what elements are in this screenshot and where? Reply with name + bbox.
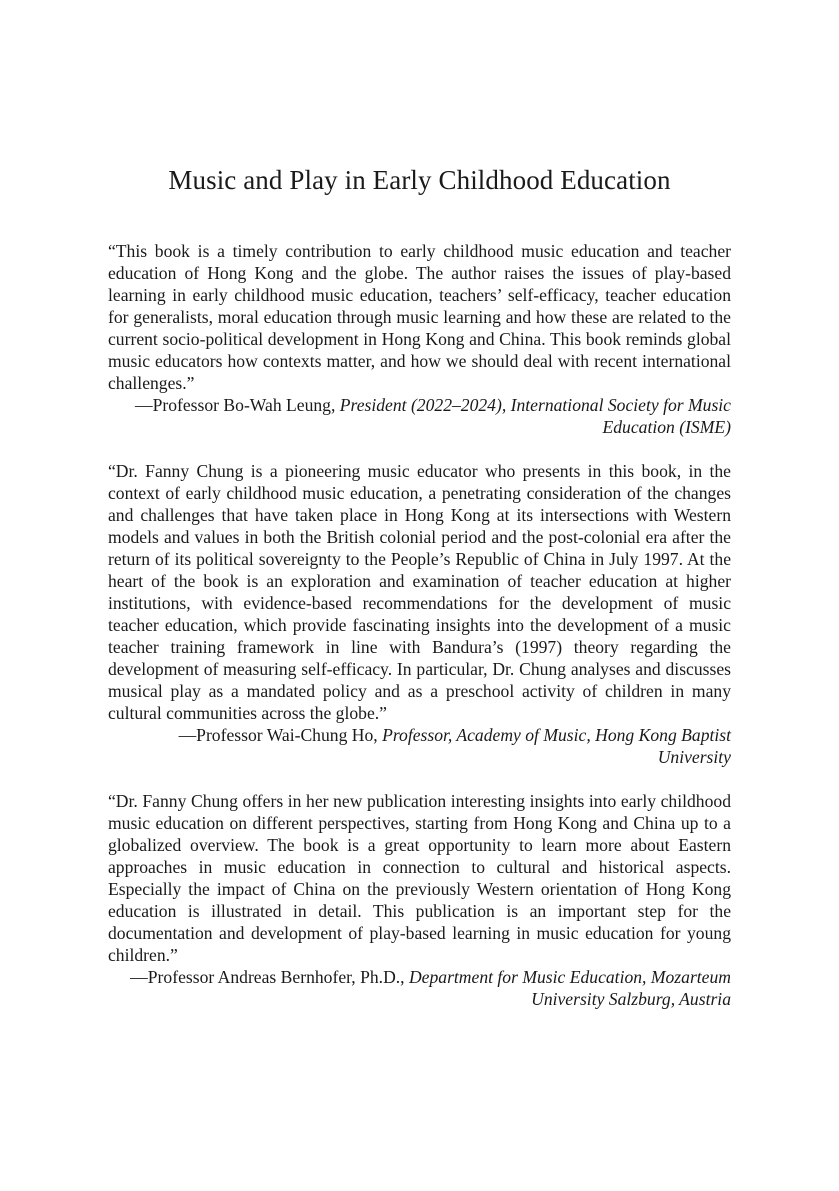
endorsement-attribution bbox=[108, 724, 731, 768]
endorser-affiliation: Professor, Academy of Music, Hong Kong Baptist University bbox=[382, 725, 731, 767]
endorsement-2 bbox=[108, 460, 731, 768]
endorsement-attribution bbox=[108, 966, 731, 1010]
endorser-name: —Professor Bo-Wah Leung, bbox=[134, 395, 340, 415]
endorsement-1 bbox=[108, 240, 731, 438]
endorsements-section bbox=[108, 240, 731, 1010]
page-title: Music and Play in Early Childhood Education bbox=[168, 165, 671, 195]
endorser-name: —Professor Andreas Bernhofer, Ph.D., bbox=[130, 967, 409, 987]
endorsement-quote: “This book is a timely contribution to early childhood music education and teacher education of Hong Kong and the globe. The author raises the issues of play-based learning in early childhood music education, teachers’ self-efficacy, teacher education for generalists, moral education through music learning and how these are related to the current socio-political development in Hong Kong and China. This book reminds global music educators how contexts matter, and how we should deal with recent international challenges.” bbox=[108, 241, 731, 393]
endorsement-3 bbox=[108, 790, 731, 1010]
endorser-affiliation: Department for Music Education, Mozarteum University Salzburg, Austria bbox=[408, 967, 731, 1009]
endorsement-quote: “Dr. Fanny Chung is a pioneering music educator who presents in this book, in the context of early childhood music education, a penetrating consideration of the changes and challenges that have taken place in Hong Kong at its intersections with Western models and values in both the British colonial period and the post-colonial era after the return of its political sovereignty to the People’s Republic of China in July 1997. At the heart of the book is an exploration and examination of teacher education at higher institutions, with evidence-based recommendations for the development of music teacher education, which provide fascinating insights into the development of a music teacher training framework in line with Bandura’s (1997) theory regarding the development of measuring self-efficacy. In particular, Dr. Chung analyses and discusses musical play as a mandated policy and as a preschool activity of children in many cultural communities across the globe.” bbox=[108, 461, 731, 723]
endorsement-quote: “Dr. Fanny Chung offers in her new publication interesting insights into early childhood music education on different perspectives, starting from Hong Kong and China up to a globalized overview. The book is a great opportunity to learn more about Eastern approaches in music education in connection to cultural and historical aspects. Especially the impact of China on the previously Western orientation of Hong Kong education is illustrated in detail. This publication is an important step for the documentation and development of play-based learning in music education for young children.” bbox=[108, 791, 731, 965]
endorser-affiliation: President (2022–2024), International Society for Music Education (ISME) bbox=[339, 395, 731, 437]
endorser-name: —Professor Wai-Chung Ho, bbox=[178, 725, 383, 745]
endorsement-attribution bbox=[108, 394, 731, 438]
